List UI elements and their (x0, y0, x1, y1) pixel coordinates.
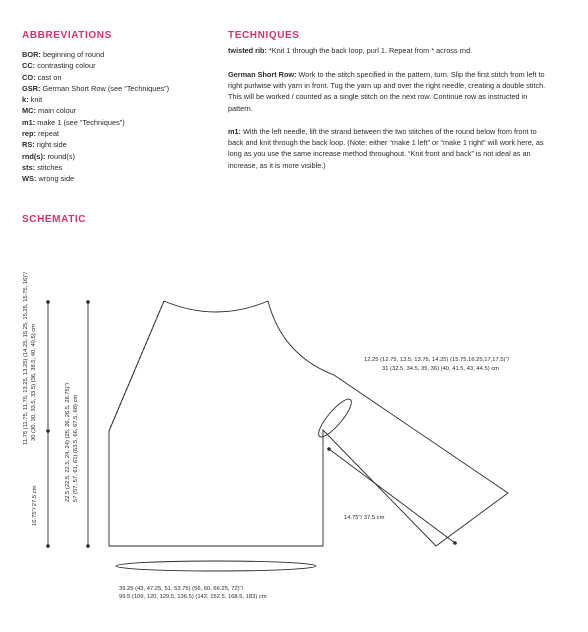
neckline (164, 301, 268, 312)
abbreviation-definition: beginning of round (40, 50, 105, 59)
abbreviation-definition: wrong side (36, 174, 75, 184)
abbreviation-definition: main colour (35, 106, 77, 116)
abbreviation-term: sts: (22, 162, 36, 172)
abbreviation-definition: knit (28, 95, 43, 105)
sleeve-underarm-start-dot (327, 447, 331, 451)
abbreviations-heading: ABBREVIATIONS (22, 30, 112, 41)
technique-twisted-rib: twisted rib: *Knit 1 through the back loop, purl 1. Repeat from * across rnd. (228, 46, 473, 55)
sleeve-underarm-line (329, 449, 455, 543)
abbreviation-term: m1: (22, 117, 36, 127)
abbreviation-term: CC: (22, 61, 36, 71)
technique-m1: m1: With the left needle, lift the strand between the two stitches of the round below from front to back and knit through the back loop. (Note: either “make 1 left” or “make 1 right” will work here, as long as you use the same increase method throughout. “Knit front and back” is not ideal as an increase, as it is more visible.) (228, 127, 544, 170)
abbreviation-term: k: (22, 95, 29, 105)
abbreviation-definition: stitches (35, 162, 63, 172)
abbreviation-term: GSR: (22, 83, 41, 93)
abbreviation-term: BOR: (22, 50, 41, 59)
chest-label-in: 39.25 (43, 47.25, 51, 53.75) (56, 60, 66.25, 72)"/ (119, 586, 244, 592)
abbreviation-definition: make 1 (see “Techniques”) (35, 117, 125, 127)
body-outline (109, 301, 508, 546)
lower-height-label: 10.75"/ 27.5 cm (32, 485, 38, 526)
abbreviation-definition: cast on (35, 72, 62, 82)
outer-height-top-dot (46, 300, 50, 304)
abbreviation-definition: round(s) (45, 151, 75, 161)
abbreviation-definition: right side (34, 140, 67, 150)
body-length-bottom-dot (86, 544, 90, 548)
sleeve-underarm-label: 14.75"/ 37.5 cm (344, 515, 385, 521)
outer-height-label-cm: 30 (30, 30, 33.5, 33.5) (36, 38.5, 40, 40.5) cm (31, 324, 37, 441)
technique-german-short-row: German Short Row: Work to the stitch specified in the pattern, turn. Slip the first stitch from left to right purlwise with yarn in front. Tug the yarn up and over the right needle, creating a double stitch. This will be worked / counted as a single stitch on the next row. Continue row as instructed in pattern. (228, 70, 546, 113)
abbreviation-term: MC: (22, 106, 36, 116)
sleeve-top-label-cm: 31 (32.5, 34.5, 35, 36) (40, 41.5, 43, 44.5) cm (382, 366, 499, 372)
body-length-label-in: 22.5 (22.5, 22.5, 24, 24) (25, 26, 26.5, 26.75)"/ (65, 382, 71, 502)
abbreviation-term: rnd(s): (22, 151, 46, 161)
abbreviation-definition: repeat (35, 129, 59, 139)
sweater-outline (109, 301, 508, 546)
abbreviation-term: rep: (22, 129, 36, 139)
chest-ellipse (116, 561, 316, 571)
sleeve-cuff-ellipse (314, 395, 356, 441)
outer-height-bottom-dot (46, 544, 50, 548)
outer-height-mid-dot (46, 429, 50, 433)
sleeve-underarm-end-dot (453, 541, 457, 545)
abbreviation-definition: contrasting colour (35, 61, 96, 71)
body-length-top-dot (86, 300, 90, 304)
abbreviation-term: RS: (22, 140, 35, 150)
abbreviation-definition: German Short Row (see “Techniques”) (40, 83, 170, 93)
abbreviation-term: CO: (22, 72, 36, 82)
abbreviation-term: WS: (22, 174, 37, 184)
outer-height-label-in: 11.75 (11.75, 11.75, 13.25, 13.25) (14.25, 15.25, 15.25, 15.75, 16)"/ (23, 272, 29, 445)
sleeve-top-label-in: 12.25 (12.75, 13.5, 13.75, 14.25) (15.75,16.25,17,17.5)"/ (364, 357, 510, 363)
techniques-heading: TECHNIQUES (228, 30, 300, 41)
body-length-label-cm: 57 (57, 57, 61, 61) (63.5, 66, 67.5, 68) cm (73, 394, 79, 502)
chest-label-cm: 99.5 (109, 120, 129.5, 136.5) (142, 152.5, 168.5, 183) cm (119, 594, 267, 600)
schematic-heading: SCHEMATIC (22, 214, 87, 225)
